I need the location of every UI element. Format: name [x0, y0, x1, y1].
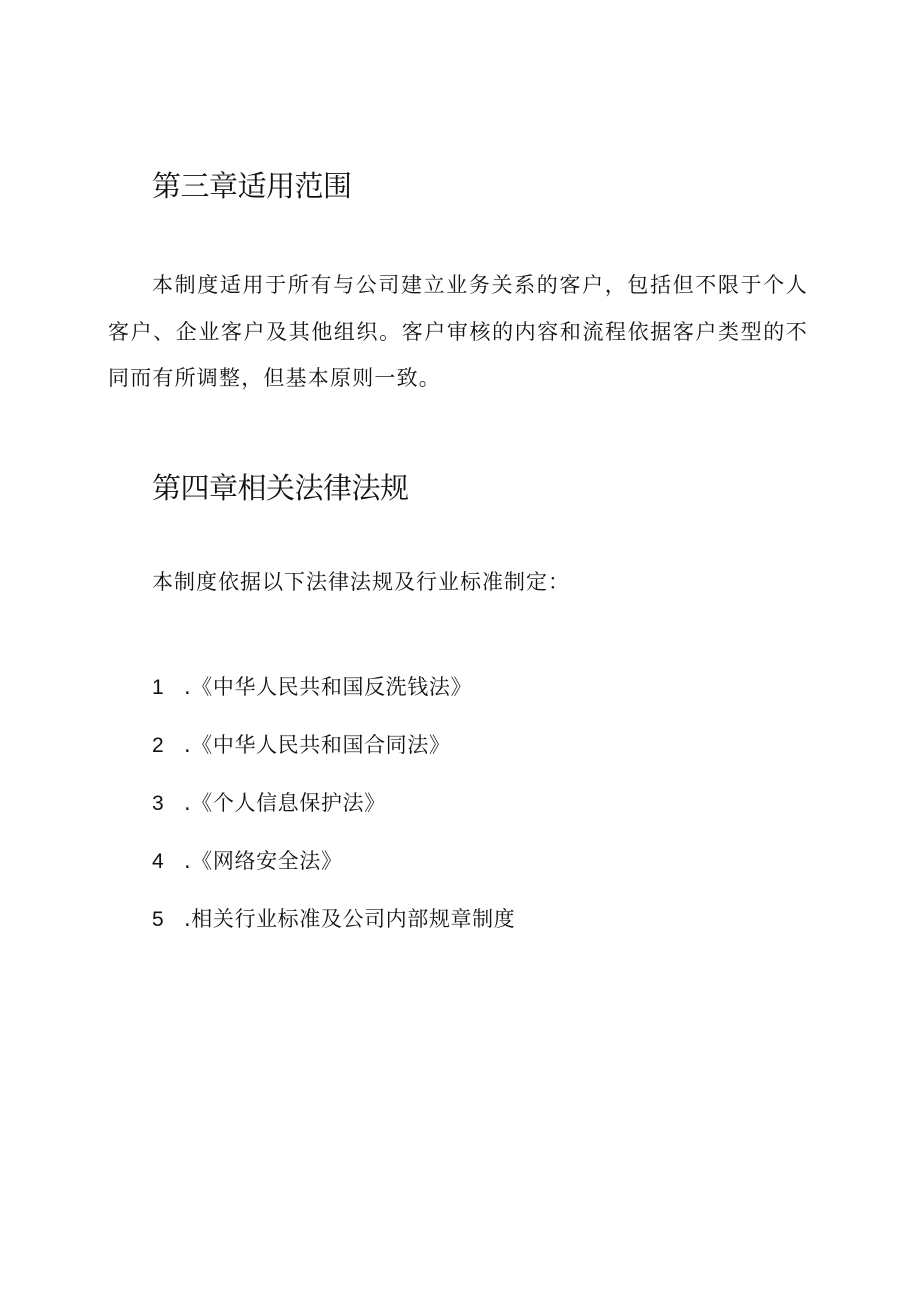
chapter-3-heading: 第三章适用范围: [152, 169, 352, 203]
chapter-4-intro: 本制度依据以下法律法规及行业标准制定：: [152, 570, 570, 594]
list-item-text: .相关行业标准及公司内部规章制度: [184, 907, 516, 931]
list-item-number: 2: [152, 734, 164, 757]
list-item: [152, 846, 515, 904]
list-item-text: .《网络安全法》: [184, 849, 343, 873]
list-item-number: 1: [152, 676, 164, 699]
law-list: [152, 672, 515, 962]
list-item-text: .《个人信息保护法》: [184, 791, 386, 815]
list-item-text: .《中华人民共和国合同法》: [184, 733, 451, 757]
list-item: [152, 788, 515, 846]
list-item: [152, 904, 515, 962]
chapter-4-heading: 第四章相关法律法规: [152, 471, 409, 505]
list-item: [152, 672, 515, 730]
list-item-text: .《中华人民共和国反洗钱法》: [184, 675, 473, 699]
list-item-number: 4: [152, 850, 164, 873]
list-item-number: 5: [152, 908, 164, 931]
list-item: [152, 730, 515, 788]
list-item-number: 3: [152, 792, 164, 815]
chapter-3-paragraph: 本制度适用于所有与公司建立业务关系的客户，包括但不限于个人客户、企业客户及其他组织。客户审核的内容和流程依据客户类型的不同而有所调整，但基本原则一致。: [108, 273, 808, 390]
